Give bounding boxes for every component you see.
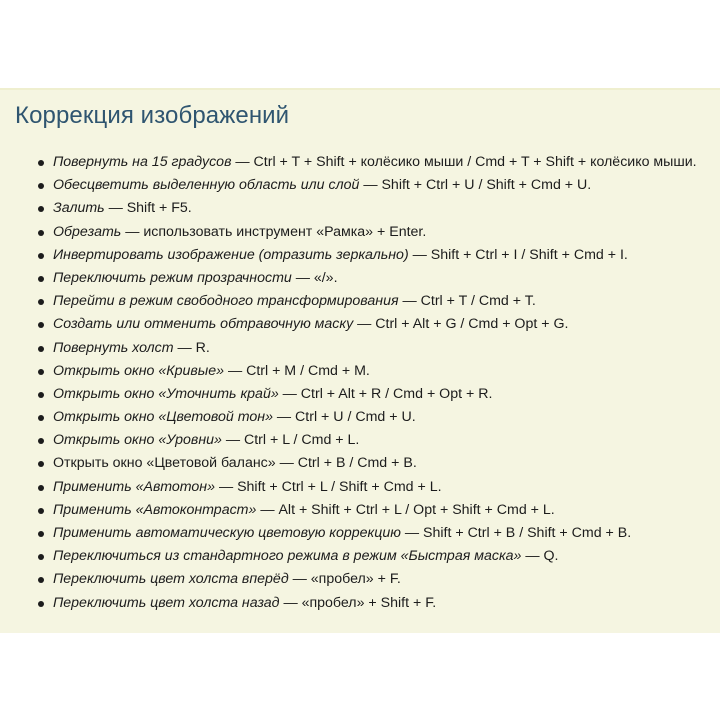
shortcut-keys: — Q. xyxy=(521,548,559,565)
shortcuts-panel xyxy=(0,88,720,633)
list-item xyxy=(0,568,697,591)
shortcut-keys: — Ctrl + M / Cmd + M. xyxy=(224,362,370,379)
list-item xyxy=(0,221,697,244)
shortcut-keys: — Shift + Ctrl + U / Shift + Cmd + U. xyxy=(359,177,592,194)
bullet-icon xyxy=(38,322,44,328)
bullet-icon xyxy=(38,253,44,259)
list-item xyxy=(0,197,697,220)
section-heading: Коррекция изображений xyxy=(15,102,290,129)
shortcut-action: Обесцветить выделенную область или слой xyxy=(53,177,360,194)
shortcut-action: Переключить режим прозрачности xyxy=(53,269,292,286)
shortcut-action: Перейти в режим свободного трансформирования xyxy=(53,293,399,310)
shortcut-action: Обрезать xyxy=(53,223,122,240)
bullet-icon xyxy=(38,183,44,189)
shortcut-keys: — «пробел» + F. xyxy=(288,571,401,588)
shortcut-keys: — Shift + Ctrl + I / Shift + Cmd + I. xyxy=(408,246,628,263)
bullet-icon xyxy=(38,346,44,352)
shortcut-list xyxy=(0,151,697,615)
shortcut-action: Открыть окно «Цветовой тон» xyxy=(53,409,273,426)
shortcut-keys: — использовать инструмент «Рамка» + Enter. xyxy=(121,223,427,240)
shortcut-keys: — Ctrl + T + Shift + колёсико мыши / Cmd + T + Shift + колёсико мыши. xyxy=(231,154,697,170)
list-item xyxy=(0,452,697,475)
bullet-icon xyxy=(38,531,44,537)
bullet-icon xyxy=(38,299,44,305)
shortcut-action: Применить «Автотон» xyxy=(53,478,215,495)
shortcut-keys: — Ctrl + Alt + R / Cmd + Opt + R. xyxy=(278,385,493,402)
shortcut-keys: — «пробел» + Shift + F. xyxy=(279,594,437,611)
list-item xyxy=(0,360,697,383)
shortcut-action: Открыть окно «Кривые» xyxy=(53,362,224,379)
shortcut-keys: — Shift + Ctrl + L / Shift + Cmd + L. xyxy=(215,478,442,495)
shortcut-action: Повернуть на 15 градусов xyxy=(53,154,232,170)
shortcut-action: Переключить цвет холста вперёд xyxy=(53,571,289,588)
shortcut-action: Открыть окно «Уточнить край» xyxy=(53,385,279,402)
bullet-icon xyxy=(38,276,44,282)
list-item xyxy=(0,267,697,290)
list-item xyxy=(0,429,697,452)
bullet-icon xyxy=(38,577,44,583)
list-item xyxy=(0,545,697,568)
bullet-icon xyxy=(38,554,44,560)
shortcut-keys: — Shift + Ctrl + B / Shift + Cmd + B. xyxy=(400,525,632,541)
shortcut-keys: — Shift + F5. xyxy=(104,200,192,217)
list-item xyxy=(0,151,697,174)
shortcut-action: Переключиться из стандартного режима в режим «Быстрая маска» xyxy=(53,548,522,565)
bullet-icon xyxy=(38,485,44,491)
bullet-icon xyxy=(38,369,44,375)
shortcut-keys: — «/». xyxy=(291,269,338,286)
bullet-icon xyxy=(38,438,44,444)
shortcut-keys: — Ctrl + U / Cmd + U. xyxy=(272,409,416,426)
bullet-icon xyxy=(38,508,44,514)
bullet-icon xyxy=(38,206,44,212)
shortcut-keys: — Ctrl + Alt + G / Cmd + Opt + G. xyxy=(353,316,569,333)
list-item xyxy=(0,406,697,429)
bullet-icon xyxy=(38,601,44,607)
list-item xyxy=(0,592,697,615)
shortcut-action: Применить автоматическую цветовую коррекцию xyxy=(53,525,401,541)
list-item xyxy=(0,174,697,197)
list-item xyxy=(0,499,697,522)
shortcut-action: Создать или отменить обтравочную маску xyxy=(53,316,354,333)
shortcut-keys: — Alt + Shift + Ctrl + L / Opt + Shift + Cmd + L. xyxy=(256,501,555,518)
shortcut-action: Применить «Автоконтраст» xyxy=(53,501,257,518)
shortcut-keys: Открыть окно «Цветовой баланс» — Ctrl + B / Cmd + B. xyxy=(53,455,417,472)
bullet-icon xyxy=(38,392,44,398)
shortcut-keys: — R. xyxy=(173,339,210,356)
bullet-icon xyxy=(38,160,44,166)
list-item xyxy=(0,522,697,545)
list-item xyxy=(0,383,697,406)
list-item xyxy=(0,337,697,360)
shortcut-action: Переключить цвет холста назад xyxy=(53,594,280,611)
bullet-icon xyxy=(38,461,44,467)
list-item xyxy=(0,476,697,499)
shortcut-action: Повернуть холст xyxy=(53,339,174,356)
shortcut-action: Инвертировать изображение (отразить зеркально) xyxy=(53,246,409,263)
list-item xyxy=(0,290,697,313)
shortcut-action: Залить xyxy=(53,200,105,217)
bullet-icon xyxy=(38,230,44,236)
list-item xyxy=(0,244,697,267)
list-item xyxy=(0,313,697,336)
bullet-icon xyxy=(38,415,44,421)
shortcut-keys: — Ctrl + T / Cmd + T. xyxy=(398,293,536,310)
shortcut-action: Открыть окно «Уровни» xyxy=(53,432,222,449)
shortcut-keys: — Ctrl + L / Cmd + L. xyxy=(221,432,360,449)
